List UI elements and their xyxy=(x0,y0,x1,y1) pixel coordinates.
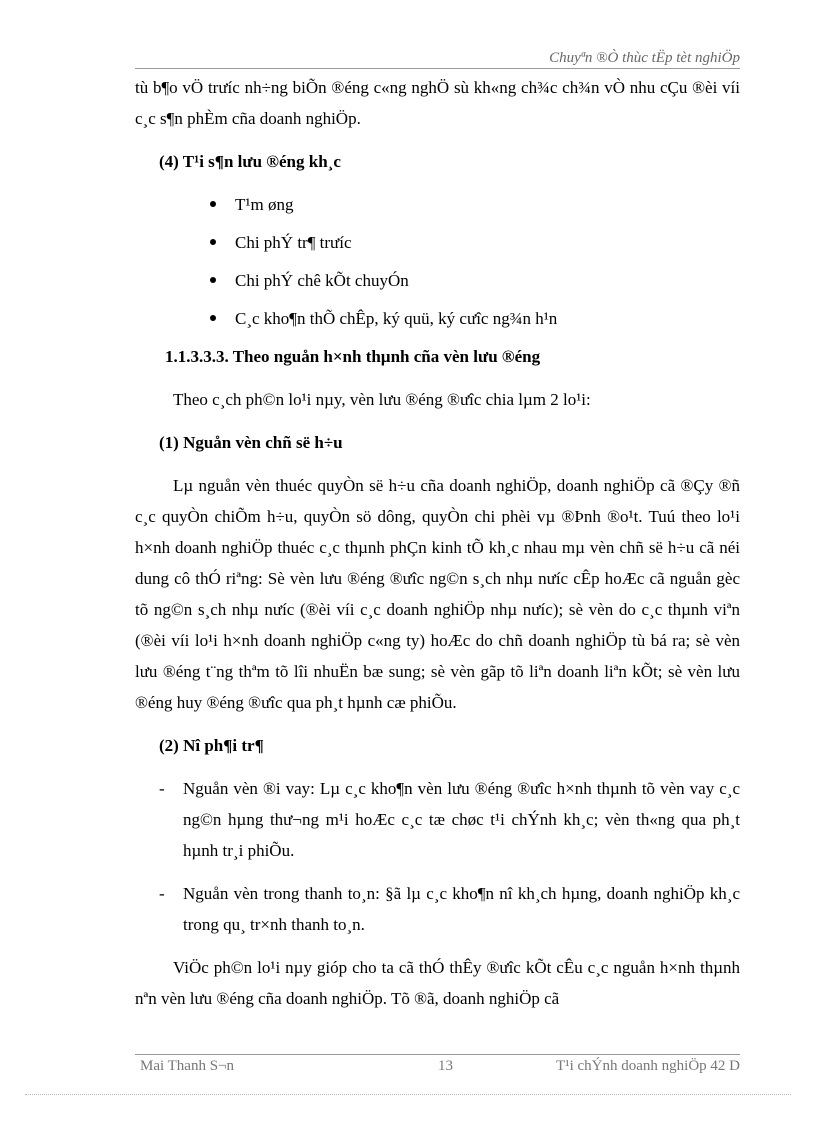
footer-class: T¹i chÝnh doanh nghiÖp 42 D xyxy=(555,1058,740,1074)
dash-item-text: Nguån vèn ®i vay: Lµ c¸c kho¶n vèn lưu ®éng ®ưîc h×nh thµnh tõ vèn vay c¸c ng©n hµng thư¬ng m¹i hoÆc c¸c tæ chøc t¹i chÝnh kh¸c; vèn th«ng qua ph¸t hµnh tr¸i phiÕu. xyxy=(183,779,740,860)
list-item xyxy=(205,227,740,258)
subheading: (4) T¹i s¶n lưu ®éng kh¸c xyxy=(159,152,341,171)
bullet-icon xyxy=(210,315,216,321)
list-item-text: Chi phÝ tr¶ trưíc xyxy=(235,233,352,252)
list-item-text: T¹m øng xyxy=(235,195,294,214)
paragraph: tù b¶o vÖ trưíc nh÷ng biÕn ®éng c«ng nghÖ sù kh«ng ch¾c ch¾n vÒ nhu cÇu ®èi víi c¸c s¶n phÈm cña doanh nghiÖp. xyxy=(135,78,740,128)
list-item xyxy=(205,265,740,296)
page-number: 13 xyxy=(438,1058,453,1074)
page-body xyxy=(135,72,740,1014)
bullet-icon xyxy=(210,277,216,283)
list-item-text: Chi phÝ chê kÕt chuyÓn xyxy=(235,271,409,290)
paragraph: Theo c¸ch ph©n lo¹i nµy, vèn lưu ®éng ®ưîc chia lµm 2 lo¹i: xyxy=(173,390,591,409)
dash-item-text: Nguån vèn trong thanh to¸n: §ã lµ c¸c kho¶n nî kh¸ch hµng, doanh nghiÖp kh¸c trong qu¸ tr×nh thanh to¸n. xyxy=(183,884,740,934)
subheading: (1) Nguån vèn chñ së h÷u xyxy=(159,433,343,452)
dash-marker: - xyxy=(159,779,165,798)
dash-item xyxy=(135,878,740,940)
running-header: Chuyªn ®Ò thùc tËp tèt nghiÖp xyxy=(549,50,740,66)
dash-item xyxy=(135,773,740,866)
section-heading: 1.1.3.3.3. Theo nguån h×nh thµnh cña vèn lưu ®éng xyxy=(165,347,541,366)
paragraph: ViÖc ph©n lo¹i nµy gióp cho ta cã thÓ thÊy ®ưîc kÕt cÊu c¸c nguån h×nh thµnh nªn vèn lưu ®éng cña doanh nghiÖp. Tõ ®ã, doanh nghiÖp cã xyxy=(135,958,740,1008)
footer-rule xyxy=(135,1054,740,1055)
dash-marker: - xyxy=(159,884,165,903)
footer-author: Mai Thanh S¬n xyxy=(140,1058,235,1074)
list-item-text: C¸c kho¶n thÕ chÊp, ký quü, ký cưîc ng¾n h¹n xyxy=(235,309,558,328)
bullet-icon xyxy=(210,201,216,207)
list-item xyxy=(205,189,740,220)
list-item xyxy=(205,303,740,334)
bullet-icon xyxy=(210,239,216,245)
bullet-list xyxy=(205,189,740,334)
page-edge-dotted-line xyxy=(25,1094,791,1095)
header-rule xyxy=(135,68,740,69)
paragraph: Lµ nguån vèn thuéc quyÒn së h÷u cña doanh nghiÖp, doanh nghiÖp cã ®Çy ®ñ c¸c quyÒn chiÕm h÷u, quyÒn sö dông, quyÒn chi phèi vµ ®Þnh ®o¹t. Tuú theo lo¹i h×nh doanh nghiÖp thuéc c¸c thµnh phÇn kinh tÕ kh¸c nhau mµ vèn chñ së h÷u cã néi dung cô thÓ riªng: Sè vèn lưu ®éng ®ưîc ng©n s¸ch nhµ nưíc cÊp hoÆc cã nguån gèc tõ ng©n s¸ch nhµ nưíc (®èi víi c¸c doanh nghiÖp nhµ nưíc); sè vèn do c¸c thµnh viªn (®èi víi lo¹i h×nh doanh nghiÖp c«ng ty) hoÆc do chñ doanh nghiÖp tù bá ra; sè vèn lưu ®éng t¨ng thªm tõ lîi nhuËn bæ sung; sè vèn gãp tõ liªn doanh liªn kÕt; sè vèn lưu ®éng huy ®éng ®ưîc qua ph¸t hµnh cæ phiÕu. xyxy=(135,476,740,712)
subheading: (2) Nî ph¶i tr¶ xyxy=(159,736,264,755)
